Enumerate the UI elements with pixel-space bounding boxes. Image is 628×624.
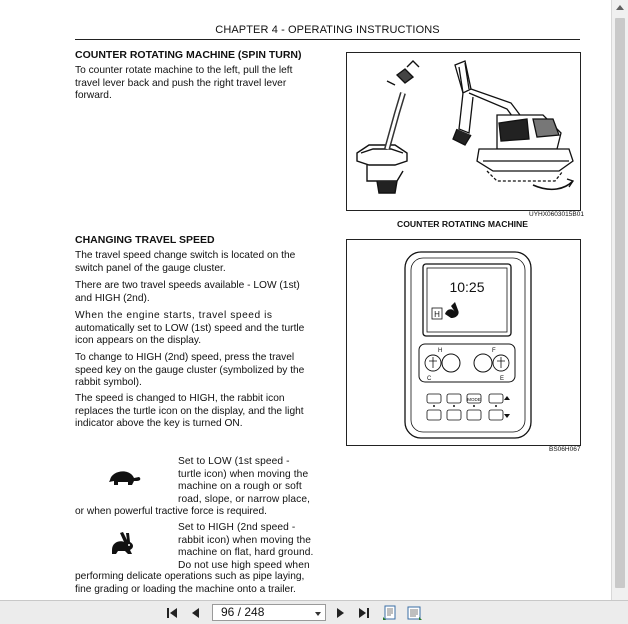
fit-width-icon [406,605,422,621]
turtle-icon [106,466,142,488]
vertical-scrollbar[interactable] [611,0,628,600]
page-number-select[interactable] [212,604,326,621]
text-line: forward. [75,90,112,102]
travel-speed-paragraph-1 [75,250,295,275]
text-line: When the engine starts, travel speed is [75,310,273,321]
gauge-label-c: C [427,376,432,382]
text-line: turtle icon) when moving the [178,468,309,480]
figure-code: UYHX0603015B01 [529,211,584,218]
text-line: Set to LOW (1st speed - [178,456,290,467]
text-line: Set to HIGH (2nd speed - [178,522,296,533]
first-page-button[interactable] [163,604,181,622]
text-line: fine grading or loading the machine onto a trailer. [75,583,296,595]
text-line: icon appears on the display. [75,335,202,347]
low-speed-paragraph [178,456,310,506]
text-line: indicator above the key is turned ON. [75,418,243,430]
section-title-travel-speed: CHANGING TRAVEL SPEED [75,234,215,246]
last-page-icon [357,606,371,620]
gauge-cluster-illustration [347,240,580,445]
display-time: 10:25 [449,279,485,295]
excavator-illustration [347,53,580,210]
spin-turn-paragraph [75,65,292,103]
spin-turn-figure [346,52,581,211]
text-line: To counter rotate machine to the left, pull the left [75,65,293,76]
low-speed-full-line [75,506,267,519]
text-line: The speed is changed to HIGH, the rabbit icon [75,393,285,404]
header-rule [75,39,580,40]
mode-key-label: MODE [467,397,481,402]
figure-caption: COUNTER ROTATING MACHINE [397,219,528,229]
high-speed-full-lines [75,571,304,596]
page-indicator: 96 / 248 [221,605,265,619]
chapter-header: CHAPTER 4 - OPERATING INSTRUCTIONS [215,24,440,36]
high-speed-paragraph [178,522,313,572]
travel-speed-paragraph-4 [75,352,304,390]
first-page-icon [165,606,179,620]
text-line: machine on a rough or soft [178,481,302,493]
gauge-label-f: F [492,348,496,354]
gauge-label-h: H [438,348,443,354]
text-line: rabbit icon) when moving the [178,534,312,546]
text-line: automatically set to LOW (1st) speed and the turtle [75,322,305,334]
text-line: or when powerful tractive force is required. [75,506,267,517]
text-line: and HIGH (2nd). [75,292,150,304]
next-page-icon [333,606,347,620]
fit-width-button[interactable] [405,604,423,622]
gauge-cluster-figure [346,239,581,446]
text-line: travel lever back and push the right travel lever [75,77,287,89]
gauge-figure-code: BS06H067 [549,446,581,453]
navigation-toolbar [0,600,628,624]
scroll-up-icon[interactable] [616,5,624,10]
previous-page-icon [189,606,203,620]
text-line: speed key on the gauge cluster (symbolized by the [75,364,305,376]
fit-page-icon [382,605,398,621]
travel-speed-paragraph-5 [75,393,304,431]
display-gear: H [434,310,440,319]
previous-page-button[interactable] [187,604,205,622]
last-page-button[interactable] [355,604,373,622]
text-line: There are two travel speeds available - LOW (1st) [75,280,300,291]
rabbit-icon [108,530,138,556]
travel-speed-paragraph-3 [75,310,304,348]
scrollbar-thumb[interactable] [615,18,625,588]
text-line: rabbit symbol). [75,377,142,389]
chevron-down-icon [315,612,321,616]
fit-page-button[interactable] [381,604,399,622]
text-line: To change to HIGH (2nd) speed, press the travel [75,352,295,363]
gauge-label-e: E [500,376,505,382]
text-line: Do not use high speed when [178,559,310,571]
text-line: The travel speed change switch is located on the [75,250,296,261]
text-line: machine on flat, hard ground. [178,547,314,559]
next-page-button[interactable] [331,604,349,622]
section-title-spin-turn: COUNTER ROTATING MACHINE (SPIN TURN) [75,49,302,61]
text-line: performing delicate operations such as pipe laying, [75,571,305,582]
text-line: road, slope, or narrow place, [178,493,311,505]
text-line: switch panel of the gauge cluster. [75,262,226,274]
travel-speed-paragraph-2 [75,280,300,305]
text-line: replaces the turtle icon on the display, and the light [75,405,304,417]
